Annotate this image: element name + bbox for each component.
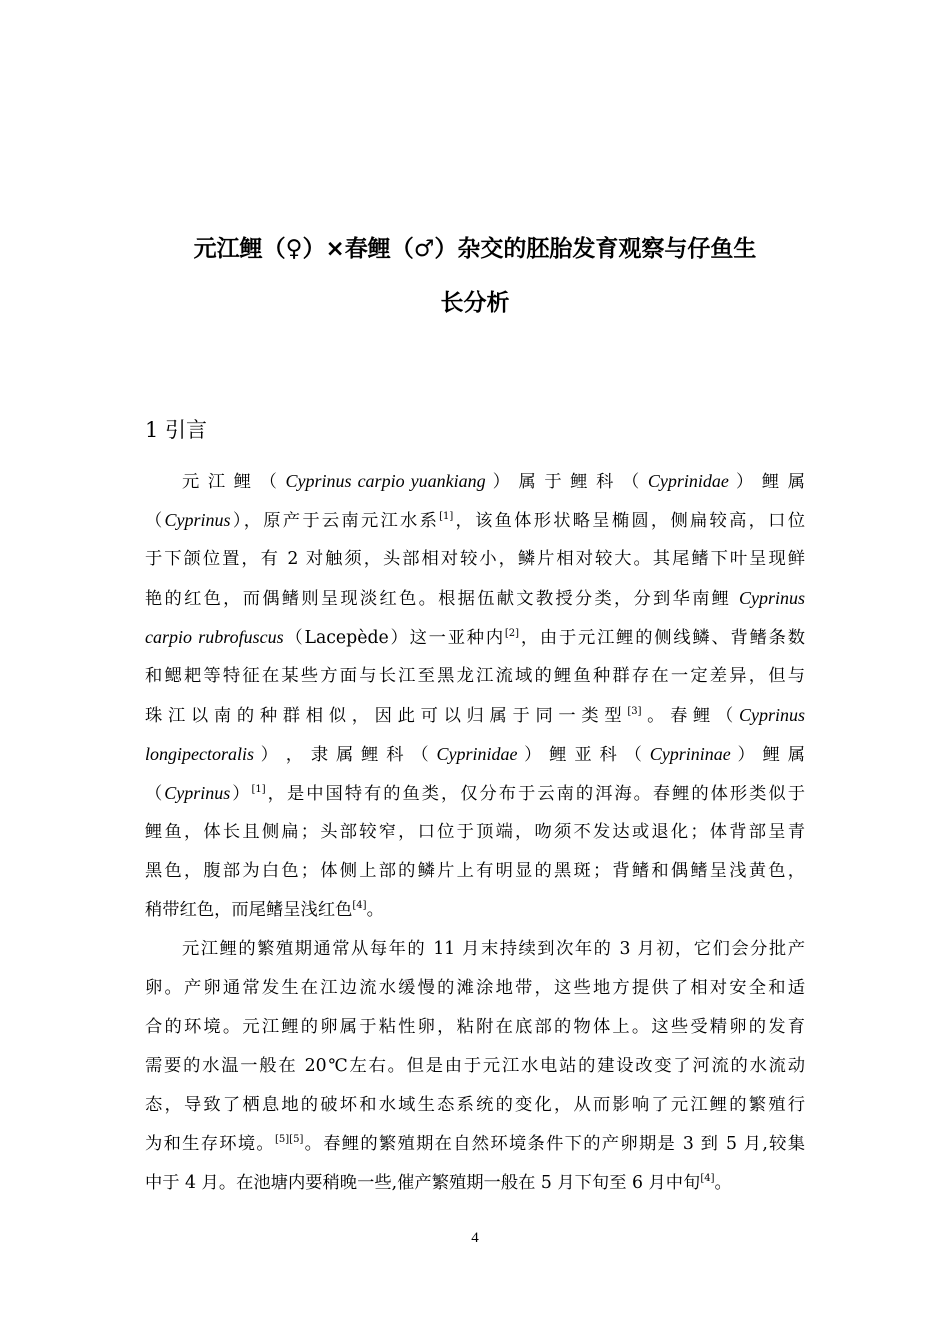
citation: [1] (251, 784, 266, 796)
citation: [1] (439, 511, 454, 523)
paragraph-1-line-2: （Cyprinus），原产于云南元江水系[1]，该鱼体形状略呈椭圆，侧扁较高，口位 (145, 510, 805, 531)
paragraph-1-line-8: longipectoralis ） ， 隶 属 鲤 科 （ Cyprinidae ） 鲤 亚 科 （ Cyprininae ） 鲤 属 (145, 744, 805, 765)
paper-title-line-2: 长分析 (440, 290, 510, 316)
citation: [4] (352, 900, 367, 912)
paragraph-1-line-4: 艳的红色，而偶鳍则呈现淡红色。根据伍献文教授分类，分到华南鲤 Cyprinus (145, 588, 805, 609)
paper-title-line-1: 元江鲤（♀）×春鲤（♂）杂交的胚胎发育观察与仔鱼生 (193, 236, 757, 262)
section-heading: 1 引言 (145, 418, 208, 442)
paragraph-1-line-3: 于下颌位置，有 2 对触须，头部相对较小，鳞片相对较大。其尾鳍下叶呈现鲜 (145, 549, 805, 569)
citation: [5][5] (275, 1134, 304, 1146)
paragraph-2-line-4: 需要的水温一般在 20℃左右。但是由于元江水电站的建设改变了河流的水流动 (145, 1056, 805, 1076)
citation: [3] (627, 706, 642, 718)
paragraph-2-line-5: 态，导致了栖息地的破坏和水域生态系统的变化，从而影响了元江鲤的繁殖行 (145, 1095, 805, 1115)
paragraph-1-line-6: 和鳃耙等特征在某些方面与长江至黑龙江流域的鲤鱼种群存在一定差异，但与 (145, 666, 805, 686)
paragraph-2-line-3: 合的环境。元江鲤的卵属于粘性卵，粘附在底部的物体上。这些受精卵的发育 (145, 1017, 805, 1037)
page-number: 4 (471, 1230, 479, 1246)
paragraph-2-line-1: 元江鲤的繁殖期通常从每年的 11 月末持续到次年的 3 月初，它们会分批产 (182, 939, 805, 959)
paragraph-2-line-2: 卵。产卵通常发生在江边流水缓慢的滩涂地带，这些地方提供了相对安全和适 (145, 978, 805, 998)
paragraph-1-line-10: 鲤鱼，体长且侧扁；头部较窄，口位于顶端，吻须不发达或退化；体背部呈青 (145, 822, 805, 842)
paragraph-2-line-6: 为和生存环境。[5][5]。春鲤的繁殖期在自然环境条件下的产卵期是 3 到 5 月,较集 (145, 1134, 805, 1154)
paragraph-2-line-7: 中于 4 月。在池塘内要稍晚一些,催产繁殖期一般在 5 月下旬至 6 月中旬[4]。 (145, 1173, 732, 1193)
paragraph-1-line-1: 元 江 鲤 （ Cyprinus carpio yuankiang ） 属 于 鲤 科 （ Cyprinidae ） 鲤 属 (182, 471, 805, 492)
paragraph-1-line-12: 稍带红色，而尾鳍呈浅红色[4]。 (145, 900, 384, 920)
paragraph-1-line-5: carpio rubrofuscus（Lacepède）这一亚种内[2]，由于元江鲤的侧线鳞、背鳍条数 (145, 627, 805, 648)
citation: [2] (504, 628, 520, 640)
paragraph-1-line-9: （Cyprinus）[1]，是中国特有的鱼类，仅分布于云南的洱海。春鲤的体形类似于 (145, 783, 805, 804)
paragraph-1-line-11: 黑色，腹部为白色；体侧上部的鳞片上有明显的黑斑；背鳍和偶鳍呈浅黄色， (145, 861, 805, 881)
paragraph-1-line-7: 珠 江 以 南 的 种 群 相 似 ， 因 此 可 以 归 属 于 同 一 类 型 [3] 。 春 鲤 （ Cyprinus (145, 705, 805, 726)
citation: [4] (700, 1173, 715, 1185)
